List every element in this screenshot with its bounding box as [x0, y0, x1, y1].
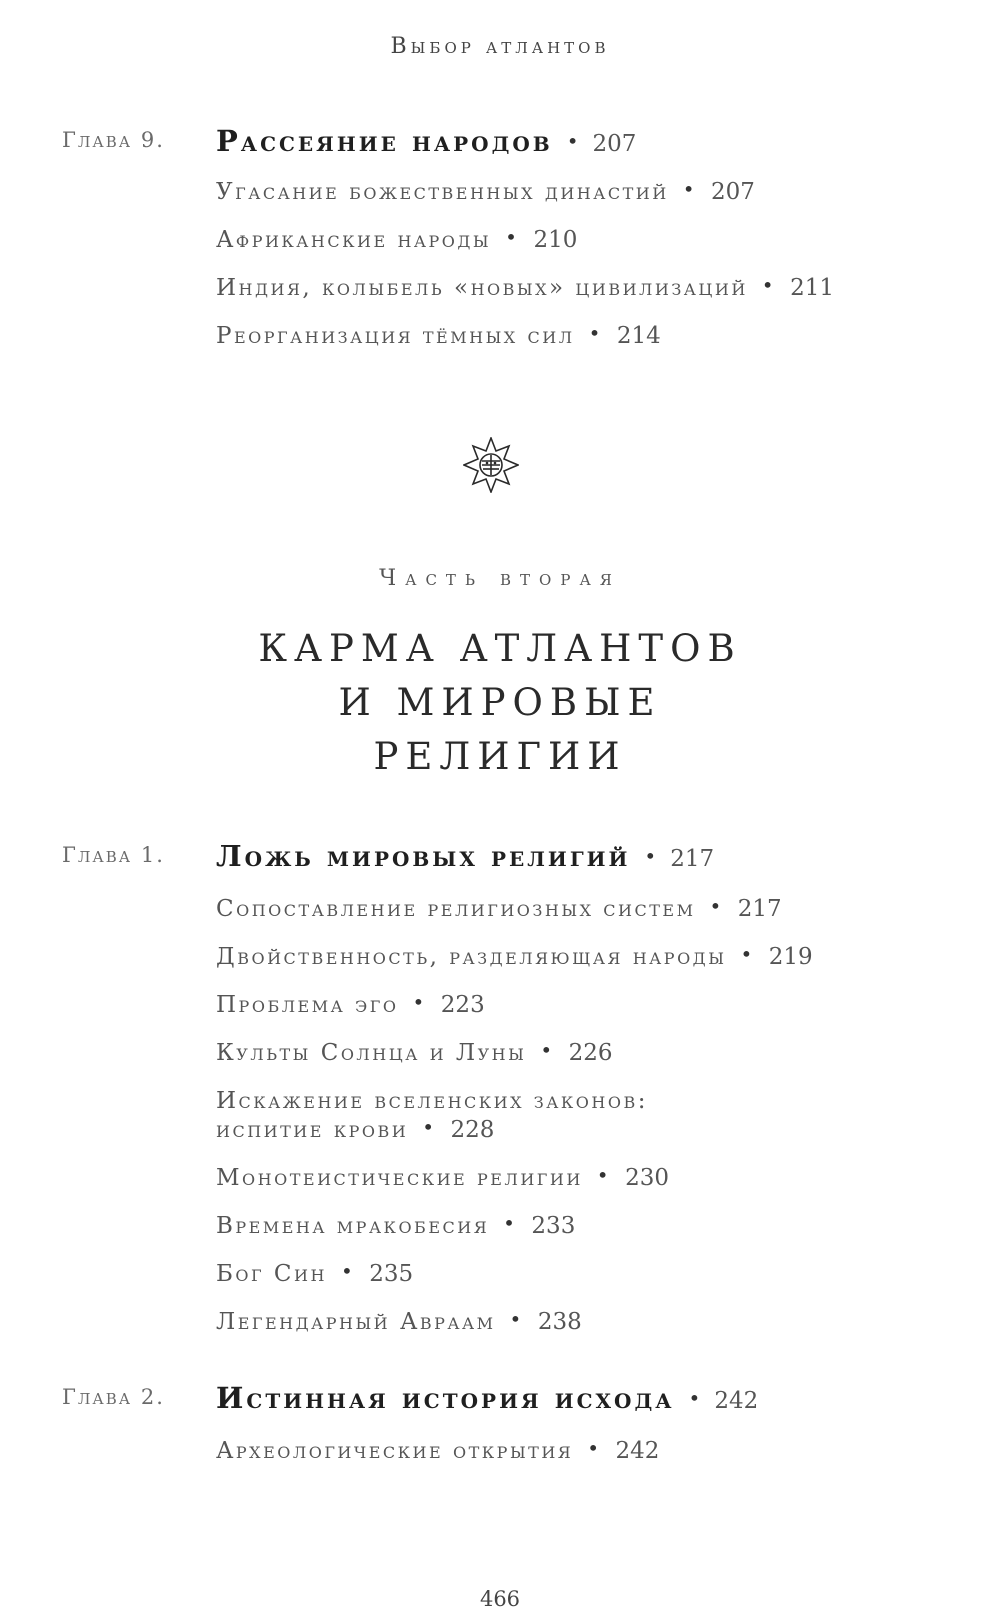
chapter-heading[interactable] — [216, 839, 714, 873]
section-title: Искажение вселенских законов: — [216, 1088, 648, 1114]
page-number: 238 — [537, 1309, 582, 1335]
chapter-heading[interactable] — [216, 124, 636, 158]
separator-dot: • — [540, 1038, 555, 1062]
separator-dot: • — [503, 1211, 518, 1235]
section-title: Легендарный Авраам — [216, 1309, 496, 1335]
page-number: 207 — [710, 179, 755, 205]
section-title: Африканские народы — [216, 227, 492, 253]
page-number: 228 — [450, 1117, 495, 1143]
section-title: Проблема эго — [216, 992, 399, 1018]
page-number: 217 — [670, 846, 715, 872]
sun-face-ornament-icon — [463, 437, 519, 493]
section-item[interactable] — [216, 895, 813, 924]
separator-dot: • — [412, 990, 427, 1014]
section-item[interactable] — [216, 943, 813, 972]
section-item[interactable] — [216, 178, 834, 207]
section-list — [216, 895, 813, 1356]
page-number: 235 — [369, 1261, 414, 1287]
page-number: 230 — [625, 1165, 669, 1191]
page-number: 242 — [615, 1438, 660, 1464]
separator-dot: • — [588, 321, 603, 345]
section-item[interactable] — [216, 274, 834, 303]
page-number: 223 — [440, 992, 485, 1018]
separator-dot: • — [709, 894, 724, 918]
page-number: 219 — [768, 944, 813, 970]
section-title: Времена мракобесия — [216, 1213, 490, 1239]
section-title: Реорганизация тёмных сил — [216, 323, 575, 349]
section-title: Бог Син — [216, 1261, 327, 1287]
separator-dot: • — [340, 1259, 356, 1283]
chapter-label: Глава 2. — [62, 1385, 165, 1409]
page-number: 214 — [616, 323, 661, 349]
page-number: 207 — [592, 131, 637, 157]
separator-dot: • — [505, 225, 520, 249]
section-title: Двойственность, разделяющая народы — [216, 944, 727, 970]
section-title-continued: испитие крови — [216, 1117, 409, 1143]
page-number: 233 — [531, 1213, 576, 1239]
section-title: Археологические открытия — [216, 1438, 574, 1464]
separator-dot: • — [509, 1307, 524, 1331]
section-title: Сопоставление религиозных систем — [216, 896, 696, 922]
chapter-title: Рассеяние народов — [216, 124, 553, 158]
section-item[interactable] — [216, 1164, 813, 1193]
page-number: 226 — [568, 1040, 613, 1066]
page-number: 217 — [737, 896, 782, 922]
part-title-line: И МИРОВЫЕ — [338, 681, 662, 724]
page-folio: 466 — [479, 1587, 521, 1611]
separator-dot: • — [422, 1115, 437, 1139]
separator-dot: • — [682, 177, 697, 201]
section-list — [216, 178, 834, 370]
chapter-title: Истинная история исхода — [216, 1381, 675, 1415]
separator-dot: • — [596, 1163, 612, 1187]
separator-dot: • — [587, 1436, 602, 1460]
page-number: 211 — [790, 275, 834, 301]
separator-dot: • — [644, 844, 657, 868]
page-number: 210 — [533, 227, 578, 253]
chapter-heading[interactable] — [216, 1381, 758, 1415]
separator-dot: • — [566, 129, 579, 153]
separator-dot: • — [740, 942, 755, 966]
section-item[interactable] — [216, 226, 834, 255]
section-title: Монотеистические религии — [216, 1165, 583, 1191]
chapter-label: Глава 1. — [62, 843, 165, 867]
part-title — [0, 622, 1000, 784]
section-title: Угасание божественных династий — [216, 179, 669, 205]
section-title: Индия, колыбель «новых» цивилизаций — [216, 275, 748, 301]
section-item[interactable] — [216, 1212, 813, 1241]
section-item[interactable] — [216, 1087, 813, 1145]
page-number: 242 — [714, 1388, 759, 1414]
part-title-line: КАРМА АТЛАНТОВ — [258, 627, 742, 670]
section-list — [216, 1437, 659, 1485]
section-title: Культы Солнца и Луны — [216, 1040, 527, 1066]
separator-dot: • — [761, 273, 777, 297]
part-title-line: РЕЛИГИИ — [373, 735, 627, 778]
section-item[interactable] — [216, 1437, 659, 1466]
part-label: Часть вторая — [379, 566, 621, 591]
separator-dot: • — [688, 1386, 701, 1410]
section-item[interactable] — [216, 1308, 813, 1337]
chapter-label: Глава 9. — [62, 128, 165, 152]
section-item[interactable] — [216, 322, 834, 351]
section-item[interactable] — [216, 1039, 813, 1068]
section-item[interactable] — [216, 1260, 813, 1289]
running-head: Выбор атлантов — [390, 34, 610, 59]
chapter-title: Ложь мировых религий — [216, 839, 631, 873]
section-item[interactable] — [216, 991, 813, 1020]
